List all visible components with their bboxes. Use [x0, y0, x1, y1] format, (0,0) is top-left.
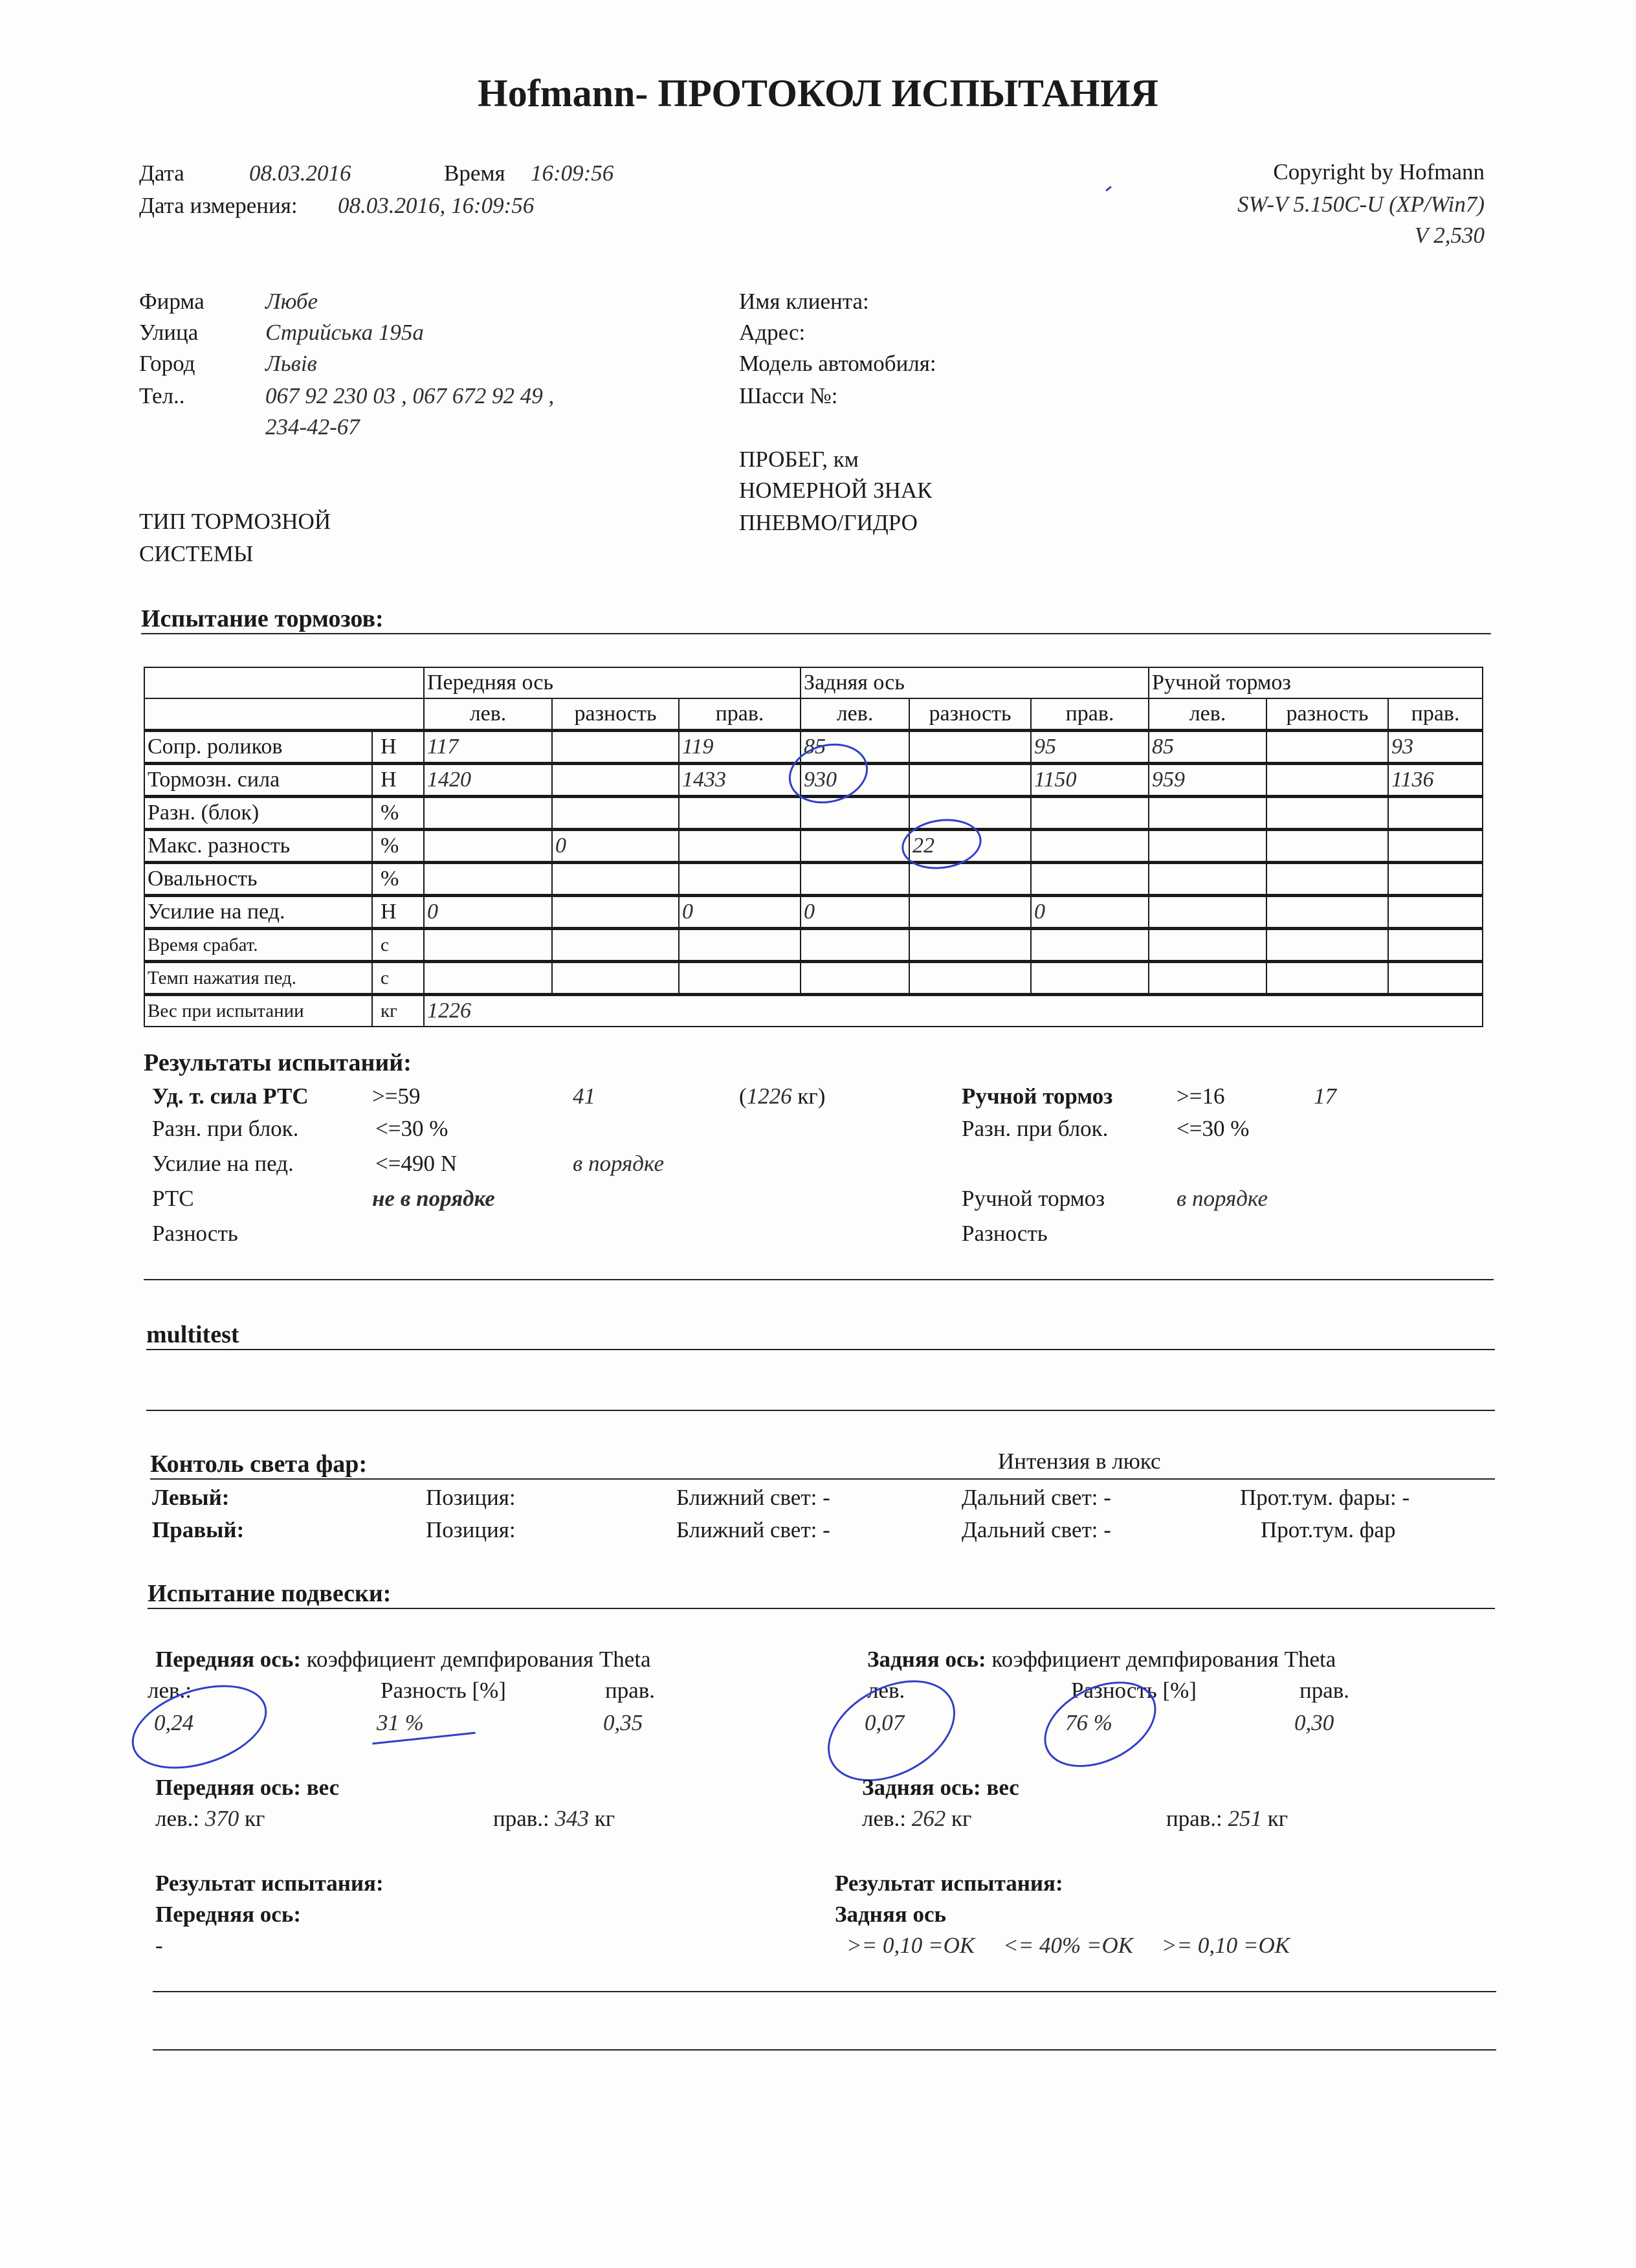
client-name-label: Имя клиента: — [739, 289, 869, 314]
pts-weight — [739, 1084, 825, 1109]
ink-circle-front-left — [121, 1669, 277, 1784]
table-row — [144, 929, 1483, 962]
table-cell — [1266, 929, 1388, 962]
rear-damping-title — [867, 1647, 1336, 1673]
firm-label: Фирма — [139, 289, 204, 314]
table-cell — [1149, 863, 1266, 896]
pedal-force-label: Усилие на пед. — [152, 1151, 294, 1176]
table-cell — [1266, 896, 1388, 929]
chassis-label: Шасси №: — [739, 383, 838, 408]
rear-diff-label: Разность [%] — [1071, 1678, 1197, 1703]
rear-weight-left-value: 262 — [911, 1806, 946, 1831]
table-cell — [1266, 731, 1388, 764]
table-cell: 1433 — [679, 764, 801, 797]
table-cell — [552, 731, 679, 764]
brake-test-heading: Испытание тормозов: — [141, 605, 384, 632]
block-diff-label: Разн. при блок. — [152, 1116, 299, 1141]
table-cell: 930 — [801, 764, 909, 797]
row-label: Усилие на пед. — [144, 896, 372, 929]
brake-test-table — [144, 667, 1483, 1027]
front-weight-right-label: прав.: — [493, 1806, 549, 1831]
table-cell: 22 — [909, 830, 1031, 863]
rear-weight-title: Задняя ось: вес — [862, 1775, 1019, 1800]
table-cell: 1150 — [1031, 764, 1149, 797]
rear-axle-result: >= 0,10 =OK <= 40% =OK >= 0,10 =OK — [846, 1933, 1290, 1958]
table-cell: 0 — [552, 830, 679, 863]
rear-weight-left — [862, 1806, 971, 1832]
pts-weight-open: ( — [739, 1084, 747, 1109]
group-front-axle: Передняя ось — [424, 667, 801, 698]
table-cell — [1388, 797, 1483, 830]
front-weight-title: Передняя ось: вес — [155, 1775, 340, 1800]
table-cell — [1388, 962, 1483, 995]
table-cell — [552, 863, 679, 896]
table-cell — [1031, 863, 1149, 896]
pts-label: Уд. т. сила РТС — [152, 1084, 309, 1109]
table-cell — [424, 863, 552, 896]
rear-weight-left-unit: кг — [945, 1806, 972, 1831]
pedal-force-status: в порядке — [573, 1151, 664, 1176]
table-subheader-row — [144, 698, 1483, 731]
table-cell: 0 — [424, 896, 552, 929]
hand-difference-label: Разность — [962, 1221, 1048, 1246]
table-cell — [801, 830, 909, 863]
intensity-label: Интензия в люкс — [998, 1449, 1161, 1474]
subhead-hand-left: лев. — [1149, 698, 1266, 731]
row-unit: % — [372, 797, 424, 830]
empty-header-cell — [144, 667, 424, 698]
row-unit: % — [372, 863, 424, 896]
date-label: Дата — [139, 161, 184, 186]
table-cell — [424, 962, 552, 995]
front-diff-label: Разность [%] — [381, 1678, 506, 1703]
table-cell — [424, 830, 552, 863]
table-cell — [424, 929, 552, 962]
subhead-rear-left: лев. — [801, 698, 909, 731]
multitest-rule — [146, 1349, 1495, 1350]
table-row — [144, 995, 1483, 1027]
table-cell — [909, 962, 1031, 995]
copyright: Copyright by Hofmann — [1273, 159, 1485, 184]
table-cell — [1388, 896, 1483, 929]
subhead-front-right: прав. — [679, 698, 801, 731]
table-cell: 959 — [1149, 764, 1266, 797]
table-cell — [679, 830, 801, 863]
table-cell — [1266, 830, 1388, 863]
table-group-header-row — [144, 667, 1483, 698]
table-cell: 93 — [1388, 731, 1483, 764]
measurement-date-label: Дата измерения: — [139, 193, 298, 218]
front-right-theta: 0,35 — [603, 1710, 643, 1735]
table-cell — [801, 962, 909, 995]
table-row — [144, 962, 1483, 995]
bottom-rule — [153, 1991, 1496, 1992]
pts-value: 41 — [573, 1084, 595, 1109]
multitest-rule-2 — [146, 1410, 1495, 1411]
table-cell — [1388, 929, 1483, 962]
rear-weight-left-label: лев.: — [862, 1806, 907, 1831]
row-label: Время срабат. — [144, 929, 372, 962]
front-diff-value: 31 % — [377, 1710, 424, 1735]
city-value: Львів — [265, 351, 317, 376]
subhead-rear-diff: разность — [909, 698, 1031, 731]
hand-block-diff-limit: <=30 % — [1177, 1116, 1250, 1141]
right-low-beam: Ближний свет: - — [676, 1517, 830, 1542]
subhead-front-left: лев. — [424, 698, 552, 731]
row-label: Сопр. роликов — [144, 731, 372, 764]
city-label: Город — [139, 351, 195, 376]
rear-result-title: Результат испытания: — [835, 1871, 1063, 1896]
row-unit: Н — [372, 731, 424, 764]
row-label: Тормозн. сила — [144, 764, 372, 797]
phone-value: 067 92 230 03 , 067 672 92 49 , — [265, 383, 555, 408]
client-address-label: Адрес: — [739, 320, 806, 345]
table-cell — [909, 731, 1031, 764]
subhead-front-diff: разность — [552, 698, 679, 731]
table-cell — [1149, 962, 1266, 995]
table-row — [144, 830, 1483, 863]
phone-label: Тел.. — [139, 383, 185, 408]
table-cell — [679, 863, 801, 896]
table-cell — [1266, 797, 1388, 830]
hand-brake-value: 17 — [1314, 1084, 1336, 1109]
page-title: Hofmann- ПРОТОКОЛ ИСПЫТАНИЯ — [478, 72, 1158, 115]
table-cell: 0 — [1031, 896, 1149, 929]
table-cell: 0 — [679, 896, 801, 929]
date-value: 08.03.2016 — [249, 161, 351, 186]
front-left-theta: 0,24 — [154, 1710, 194, 1735]
left-position-label: Позиция: — [426, 1485, 516, 1510]
table-cell — [1031, 797, 1149, 830]
rear-weight-right-value: 251 — [1228, 1806, 1263, 1831]
suspension-rule — [148, 1608, 1495, 1609]
subhead-hand-right: прав. — [1388, 698, 1483, 731]
row-unit: Н — [372, 896, 424, 929]
table-row — [144, 863, 1483, 896]
table-cell — [1149, 929, 1266, 962]
table-cell — [424, 797, 552, 830]
table-cell — [552, 896, 679, 929]
pts-weight-value: 1226 — [746, 1084, 792, 1109]
table-cell: 95 — [1031, 731, 1149, 764]
time-value: 16:09:56 — [531, 161, 614, 186]
table-cell: 85 — [801, 731, 909, 764]
test-weight-value: 1226 — [424, 995, 1483, 1027]
table-cell: 119 — [679, 731, 801, 764]
rear-right-theta: 0,30 — [1294, 1710, 1334, 1735]
right-headlight-label: Правый: — [152, 1517, 245, 1542]
table-cell: 117 — [424, 731, 552, 764]
left-high-beam: Дальний свет: - — [962, 1485, 1111, 1510]
pedal-force-limit: <=490 N — [375, 1151, 458, 1176]
results-rule — [144, 1279, 1494, 1280]
row-label: Макс. разность — [144, 830, 372, 863]
rear-left-label: лев. — [867, 1678, 905, 1703]
front-damping-text: коэффициент демпфирования Theta — [301, 1647, 651, 1672]
bottom-rule-2 — [153, 2049, 1496, 2051]
table-cell — [1266, 764, 1388, 797]
subhead-hand-diff: разность — [1266, 698, 1388, 731]
table-cell — [801, 863, 909, 896]
row-unit: с — [372, 929, 424, 962]
software-version: SW-V 5.150C-U (XP/Win7) — [1237, 192, 1485, 217]
car-model-label: Модель автомобиля: — [739, 351, 936, 376]
rear-right-label: прав. — [1299, 1678, 1350, 1703]
table-cell — [1031, 962, 1149, 995]
table-cell — [1149, 797, 1266, 830]
group-hand-brake: Ручной тормоз — [1149, 667, 1483, 698]
headlight-rule — [150, 1478, 1495, 1480]
headlight-heading: Контоль света фар: — [150, 1451, 368, 1478]
row-unit: Н — [372, 764, 424, 797]
difference-label: Разность — [152, 1221, 238, 1246]
table-cell — [1149, 896, 1266, 929]
front-axle-result-label: Передняя ось: — [155, 1902, 301, 1927]
ink-mark — [1105, 186, 1112, 192]
table-row — [144, 896, 1483, 929]
rear-weight-right — [1166, 1806, 1288, 1832]
left-low-beam: Ближний свет: - — [676, 1485, 830, 1510]
mileage-label: ПРОБЕГ, км — [739, 447, 859, 472]
table-cell — [679, 962, 801, 995]
version-number: V 2,530 — [1414, 223, 1485, 248]
table-cell — [679, 929, 801, 962]
table-cell — [1149, 830, 1266, 863]
rear-damping-text: коэффициент демпфирования Theta — [986, 1647, 1336, 1672]
rear-axle-label: Задняя ось: — [867, 1647, 986, 1672]
front-weight-left — [155, 1806, 265, 1832]
table-cell — [552, 929, 679, 962]
plate-label: НОМЕРНОЙ ЗНАК — [739, 478, 933, 503]
table-cell — [1388, 830, 1483, 863]
brake-system-type-label: ТИП ТОРМОЗНОЙ — [139, 509, 331, 534]
measurement-date-value: 08.03.2016, 16:09:56 — [338, 193, 535, 218]
table-cell — [1031, 830, 1149, 863]
table-cell — [679, 797, 801, 830]
front-right-label: прав. — [605, 1678, 656, 1703]
street-label: Улица — [139, 320, 199, 345]
table-cell — [1388, 863, 1483, 896]
right-position-label: Позиция: — [426, 1517, 516, 1542]
row-unit: % — [372, 830, 424, 863]
row-label: Овальность — [144, 863, 372, 896]
front-axle-result: - — [155, 1933, 163, 1958]
front-axle-label: Передняя ось: — [155, 1647, 301, 1672]
rear-left-theta: 0,07 — [865, 1710, 905, 1735]
front-left-label: лев.: — [148, 1678, 192, 1703]
front-weight-left-value: 370 — [204, 1806, 239, 1831]
table-cell — [552, 764, 679, 797]
phone-value-2: 234-42-67 — [265, 414, 360, 439]
brake-test-rule — [141, 633, 1491, 634]
results-heading: Результаты испытаний: — [144, 1049, 412, 1076]
rtc-status: не в порядке — [372, 1186, 495, 1211]
street-value: Стрийська 195а — [265, 320, 424, 345]
row-unit: с — [372, 962, 424, 995]
table-cell — [1266, 962, 1388, 995]
front-damping-title — [155, 1647, 651, 1673]
table-cell — [801, 929, 909, 962]
table-cell — [909, 764, 1031, 797]
table-cell: 0 — [801, 896, 909, 929]
multitest-heading: multitest — [146, 1321, 239, 1348]
table-cell — [1266, 863, 1388, 896]
firm-value: Любе — [265, 289, 318, 314]
right-high-beam: Дальний свет: - — [962, 1517, 1111, 1542]
empty-subheader-cell — [144, 698, 424, 731]
left-headlight-label: Левый: — [152, 1485, 230, 1510]
subhead-rear-right: прав. — [1031, 698, 1149, 731]
front-weight-right-value: 343 — [555, 1806, 590, 1831]
right-fog-light: Прот.тум. фар — [1261, 1517, 1396, 1542]
suspension-heading: Испытание подвески: — [148, 1580, 392, 1607]
rear-diff-value: 76 % — [1065, 1710, 1112, 1735]
pneumo-hydro-label: ПНЕВМО/ГИДРО — [739, 510, 918, 535]
table-cell — [1031, 929, 1149, 962]
front-weight-right-unit: кг — [589, 1806, 615, 1831]
time-label: Время — [444, 161, 505, 186]
row-unit: кг — [372, 995, 424, 1027]
hand-brake-limit: >=16 — [1177, 1084, 1225, 1109]
left-fog-light: Прот.тум. фары: - — [1240, 1485, 1410, 1510]
front-weight-left-label: лев.: — [155, 1806, 200, 1831]
row-label: Вес при испытании — [144, 995, 372, 1027]
table-cell: 1136 — [1388, 764, 1483, 797]
table-cell: 85 — [1149, 731, 1266, 764]
rtc-label: РТС — [152, 1186, 194, 1211]
rear-axle-result-label: Задняя ось — [835, 1902, 947, 1927]
group-rear-axle: Задняя ось — [801, 667, 1149, 698]
pts-weight-unit: кг) — [791, 1084, 826, 1109]
table-cell — [552, 962, 679, 995]
row-label: Темп нажатия пед. — [144, 962, 372, 995]
row-label: Разн. (блок) — [144, 797, 372, 830]
table-cell: 1420 — [424, 764, 552, 797]
table-cell — [552, 797, 679, 830]
hand-brake-label: Ручной тормоз — [962, 1084, 1113, 1109]
table-cell — [909, 929, 1031, 962]
hand-brake-status: в порядке — [1177, 1186, 1268, 1211]
hand-brake-status-label: Ручной тормоз — [962, 1186, 1105, 1211]
pts-limit: >=59 — [372, 1084, 421, 1109]
hand-block-diff-label: Разн. при блок. — [962, 1116, 1109, 1141]
brake-system-type-label-2: СИСТЕМЫ — [139, 541, 254, 566]
front-result-title: Результат испытания: — [155, 1871, 384, 1896]
block-diff-limit: <=30 % — [375, 1116, 448, 1141]
front-weight-right — [493, 1806, 615, 1832]
rear-weight-right-unit: кг — [1262, 1806, 1288, 1831]
front-weight-left-unit: кг — [239, 1806, 265, 1831]
rear-weight-right-label: прав.: — [1166, 1806, 1222, 1831]
table-cell — [909, 896, 1031, 929]
